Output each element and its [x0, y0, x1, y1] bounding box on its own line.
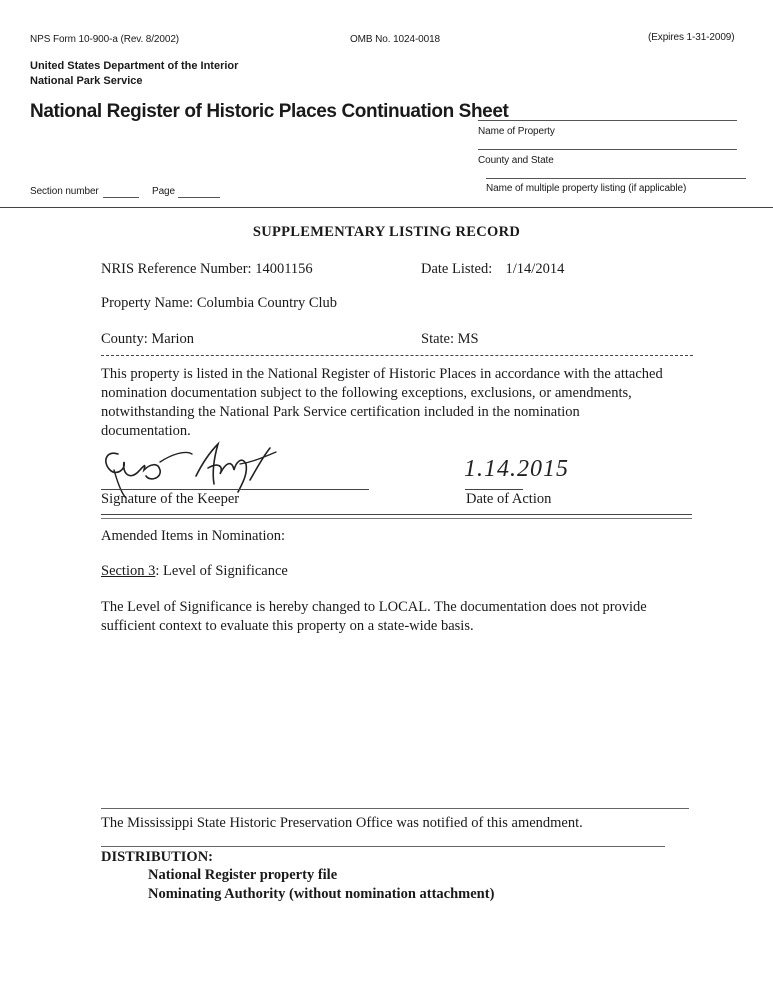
property-name [101, 294, 337, 313]
state-value: MS [457, 331, 479, 347]
statement-line: documentation. [101, 423, 191, 439]
state-label: State: [421, 331, 455, 347]
nris-label: NRIS Reference Number: [101, 261, 252, 277]
distribution-divider [101, 846, 665, 847]
form-revision: (Rev. 8/2002) [120, 34, 180, 45]
date-listed-label: Date Listed: [421, 261, 493, 277]
statement-line: This property is listed in the National Register of Historic Places in accordance with the attached [101, 366, 663, 382]
amendment-line: The Level of Significance is hereby changed to LOCAL. The documentation does not provide [101, 599, 647, 615]
date-of-action-handwritten: 1.14.2015 [464, 456, 569, 482]
shpo-notice: The Mississippi State Historic Preservation Office was notified of this amendment. [101, 815, 583, 831]
statement-line: notwithstanding the National Park Service certification included in the nomination [101, 404, 580, 420]
listing-statement [101, 365, 663, 441]
distribution-item: Nominating Authority (without nomination attachment) [148, 886, 495, 902]
department-name: United States Department of the Interior [30, 60, 239, 72]
nris-reference [101, 260, 313, 279]
county-value: Marion [151, 331, 195, 347]
amended-section [101, 562, 288, 581]
amended-section-title: : Level of Significance [155, 563, 288, 579]
name-of-property-label: Name of Property [478, 126, 555, 137]
form-number: NPS Form 10-900-a [30, 34, 118, 45]
amendment-line: sufficient context to evaluate this property on a state-wide basis. [101, 618, 474, 634]
property-name-value: Columbia Country Club [196, 295, 338, 311]
section-number-blank [103, 197, 139, 198]
signature-divider-lower [101, 518, 692, 519]
multiple-listing-line [486, 178, 746, 179]
page-blank [178, 197, 220, 198]
name-of-property-line [478, 120, 737, 121]
expiration-date: (Expires 1-31-2009) [648, 32, 735, 43]
county [101, 330, 194, 349]
section-number-label: Section number [30, 186, 99, 197]
date-listed [421, 260, 564, 279]
multiple-listing-label: Name of multiple property listing (if applicable) [486, 183, 687, 194]
state [421, 330, 479, 349]
date-of-action-caption: Date of Action [466, 491, 552, 507]
omb-number: OMB No. 1024-0018 [350, 34, 441, 45]
service-name: National Park Service [30, 75, 143, 87]
county-and-state-label: County and State [478, 155, 554, 166]
header-divider [0, 207, 773, 208]
record-dashed-divider [101, 355, 693, 356]
footer-divider [101, 808, 689, 809]
form-id [30, 34, 179, 45]
nris-value: 14001156 [255, 261, 313, 277]
sheet-title: National Register of Historic Places Continuation Sheet [30, 101, 509, 122]
signature-divider-upper [101, 514, 692, 515]
date-listed-value: 1/14/2014 [505, 261, 565, 277]
signature-caption: Signature of the Keeper [101, 491, 240, 507]
county-label: County: [101, 331, 148, 347]
county-and-state-line [478, 149, 737, 150]
distribution-item: National Register property file [148, 867, 338, 883]
amendment-body [101, 598, 647, 636]
amended-section-label: Section 3 [101, 563, 156, 579]
amended-items-heading: Amended Items in Nomination: [101, 528, 286, 544]
page-label: Page [152, 186, 175, 197]
property-name-label: Property Name: [101, 295, 194, 311]
distribution-heading: DISTRIBUTION: [101, 849, 213, 865]
record-heading: SUPPLEMENTARY LISTING RECORD [252, 224, 521, 240]
statement-line: nomination documentation subject to the following exceptions, exclusions, or amendments, [101, 385, 632, 401]
